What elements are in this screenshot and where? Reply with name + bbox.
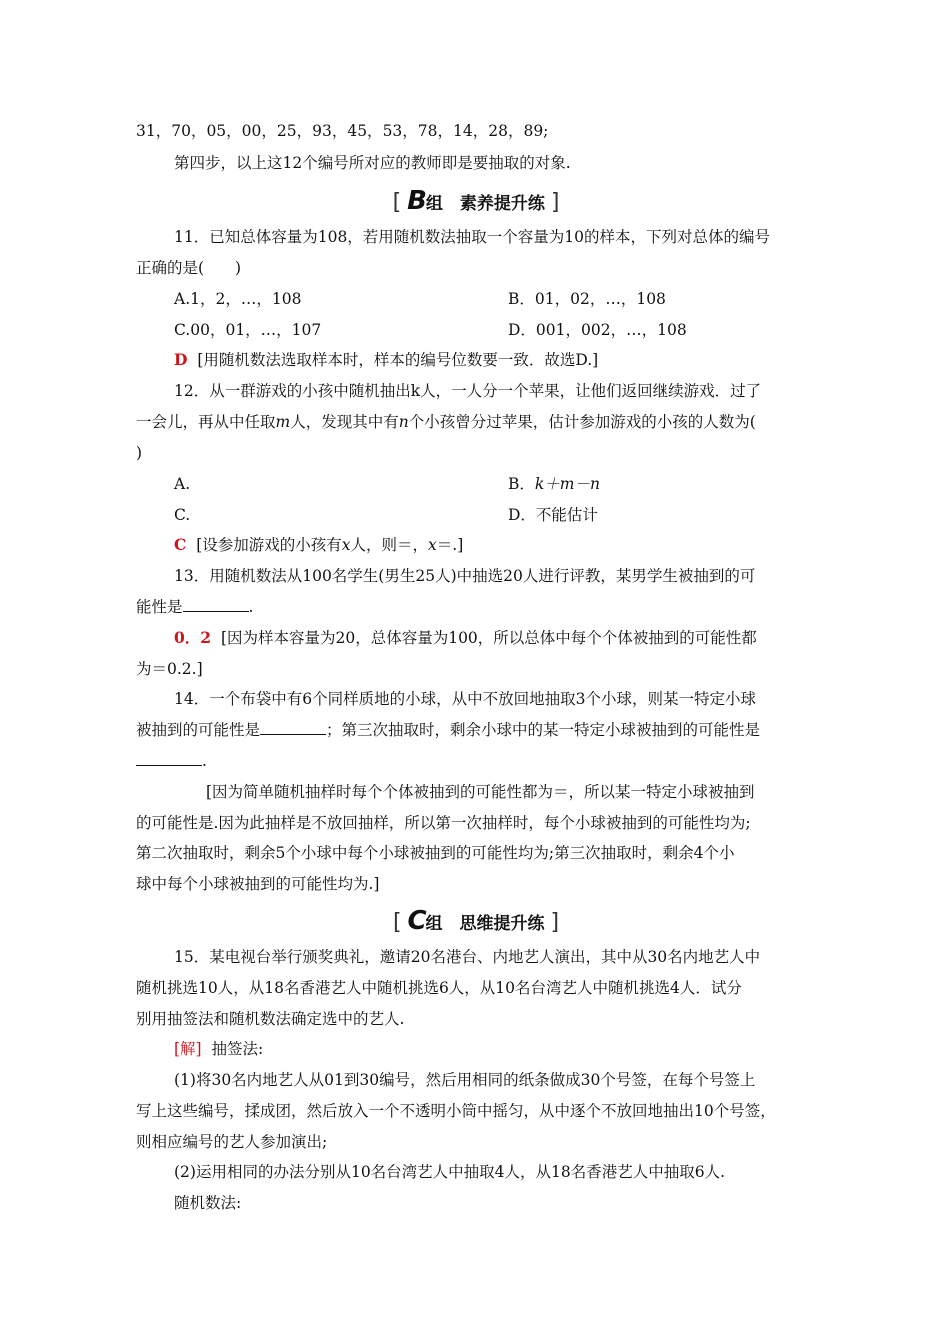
- q14-explain-line3: 第二次抽取时，剩余5个小球中每个小球被抽到的可能性均为;第三次抽取时，剩余4个小: [136, 844, 735, 862]
- q11-text-line1: 11．已知总体容量为108，若用随机数法抽取一个容量为10的样本，下列对总体的编号: [174, 228, 771, 246]
- q12-option-d: D．不能估计: [508, 506, 598, 524]
- q14-text-2a: 被抽到的可能性是: [136, 721, 261, 739]
- q11-option-c: C.00，01，…，107: [174, 321, 322, 339]
- section-b-banner: [136, 186, 816, 216]
- q12-text-2b: 人，发现其中有: [290, 413, 399, 431]
- answer-blank: [260, 720, 326, 735]
- q12-option-c: C.: [174, 506, 191, 524]
- q12-explain-c: ＝.]: [436, 536, 464, 554]
- q11-text-line2: 正确的是( ): [136, 259, 242, 277]
- q13-explain-line2: 为＝0.2.]: [136, 660, 203, 678]
- q15-text-line1: 15．某电视台举行颁奖典礼，邀请20名港台、内地艺人演出，其中从30名内地艺人中: [174, 948, 761, 966]
- q15-step1-line1: (1)将30名内地艺人从01到30编号，然后用相同的纸条做成30个号签，在每个号签上: [174, 1071, 756, 1089]
- q15-method1: 抽签法:: [211, 1040, 264, 1058]
- q14-explain-line1: [因为简单随机抽样时每个个体被抽到的可能性都为＝，所以某一特定小球被抽到: [206, 783, 755, 801]
- q12-explain-b: 人，则＝，: [350, 536, 429, 554]
- q11-option-a: A.1，2，…，108: [174, 290, 302, 308]
- section-b-title: 组 素养提升练: [425, 194, 545, 214]
- section-c-banner: [136, 906, 816, 936]
- q13-explain-1: [因为样本容量为20，总体容量为100，所以总体中每个个体被抽到的可能性都: [220, 629, 757, 647]
- q13-text-2: 能性是: [136, 598, 183, 616]
- q14-text-line1: 14．一个布袋中有6个同样质地的小球，从中不放回地抽取3个小球，则某一特定小球: [174, 690, 756, 708]
- q14-text-line2: [136, 719, 760, 741]
- q12-answer-line: [174, 534, 463, 556]
- q12-option-b: [508, 473, 600, 495]
- q13-answer-line: [174, 627, 757, 649]
- right-bracket: ]: [550, 910, 560, 935]
- step-four-line: 第四步，以上这12个编号所对应的教师即是要抽取的对象.: [174, 154, 571, 172]
- q14-text-2b: ；第三次抽取时，剩余小球中的某一特定小球被抽到的可能性是: [326, 721, 761, 739]
- q14-text-line3: [136, 750, 207, 772]
- q11-option-b: B．01，02，…，108: [508, 290, 666, 308]
- q15-solution-line: [174, 1038, 263, 1060]
- number-list-line: 31，70，05，00，25，93，45，53，78，14，28，89;: [136, 122, 549, 140]
- right-bracket: ]: [550, 190, 560, 215]
- solution-label: [解]: [174, 1040, 202, 1058]
- section-c-letter: C: [407, 906, 426, 936]
- q15-step1-line2: 写上这些编号，揉成团，然后放入一个不透明小筒中摇匀，从中逐个不放回地抽出10个号签，: [136, 1102, 776, 1120]
- q15-step2-line: (2)运用相同的办法分别从10名台湾艺人中抽取4人，从18名香港艺人中抽取6人.: [174, 1163, 726, 1181]
- q11-explanation: [用随机数法选取样本时，样本的编号位数要一致．故选D.]: [197, 351, 599, 369]
- left-bracket: [: [392, 190, 402, 215]
- left-bracket: [: [392, 910, 402, 935]
- q13-answer: 0．2: [174, 628, 212, 647]
- q11-answer: D: [174, 350, 188, 369]
- q14-text-3-end: .: [202, 752, 207, 770]
- q14-explain-line4: 球中每个小球被抽到的可能性均为.]: [136, 875, 380, 893]
- answer-blank: [183, 597, 249, 612]
- q12-option-a: A.: [174, 475, 191, 493]
- q12-text-2c: 个小孩曾分过苹果，估计参加游戏的小孩的人数为(: [408, 413, 756, 431]
- q12-var-m: m: [275, 413, 291, 431]
- q13-text-2-end: .: [248, 598, 254, 616]
- q15-step1-line3: 则相应编号的艺人参加演出;: [136, 1133, 328, 1151]
- q13-text-line1: 13．用随机数法从100名学生(男生25人)中抽选20人进行评教，某男学生被抽到的可: [174, 567, 756, 585]
- q12-var-x1: x: [341, 536, 351, 554]
- section-b-letter: B: [407, 186, 426, 216]
- q11-option-d: D．001，002，…，108: [508, 321, 687, 339]
- q12-answer: C: [174, 535, 187, 554]
- q15-text-line2: 随机挑选10人，从18名香港艺人中随机挑选6人，从10名台湾艺人中随机挑选4人．试分: [136, 979, 742, 997]
- q12-text-2a: 一会儿，再从中任取: [136, 413, 276, 431]
- q14-explain-line2: 的可能性是.因为此抽样是不放回抽样，所以第一次抽样时，每个小球被抽到的可能性均为;: [136, 814, 751, 832]
- q12-text-line3: ): [136, 444, 143, 462]
- q15-text-line3: 别用抽签法和随机数法确定选中的艺人.: [136, 1010, 405, 1028]
- answer-blank: [136, 751, 202, 766]
- q13-text-line2: [136, 596, 253, 618]
- q12-var-x2: x: [428, 536, 437, 554]
- q11-answer-line: [174, 349, 598, 371]
- q12-text-line1: 12．从一群游戏的小孩中随机抽出k人，一人分一个苹果，让他们返回继续游戏．过了: [174, 382, 762, 400]
- q12-explain-a: [设参加游戏的小孩有: [196, 536, 342, 554]
- q15-method2: 随机数法:: [174, 1194, 242, 1212]
- q12-option-b-label: B．: [508, 475, 535, 493]
- q12-var-n: n: [398, 413, 409, 431]
- q12-option-b-expr: k＋m－n: [534, 475, 600, 493]
- q12-text-line2: [136, 411, 756, 433]
- section-c-title: 组 思维提升练: [425, 914, 545, 934]
